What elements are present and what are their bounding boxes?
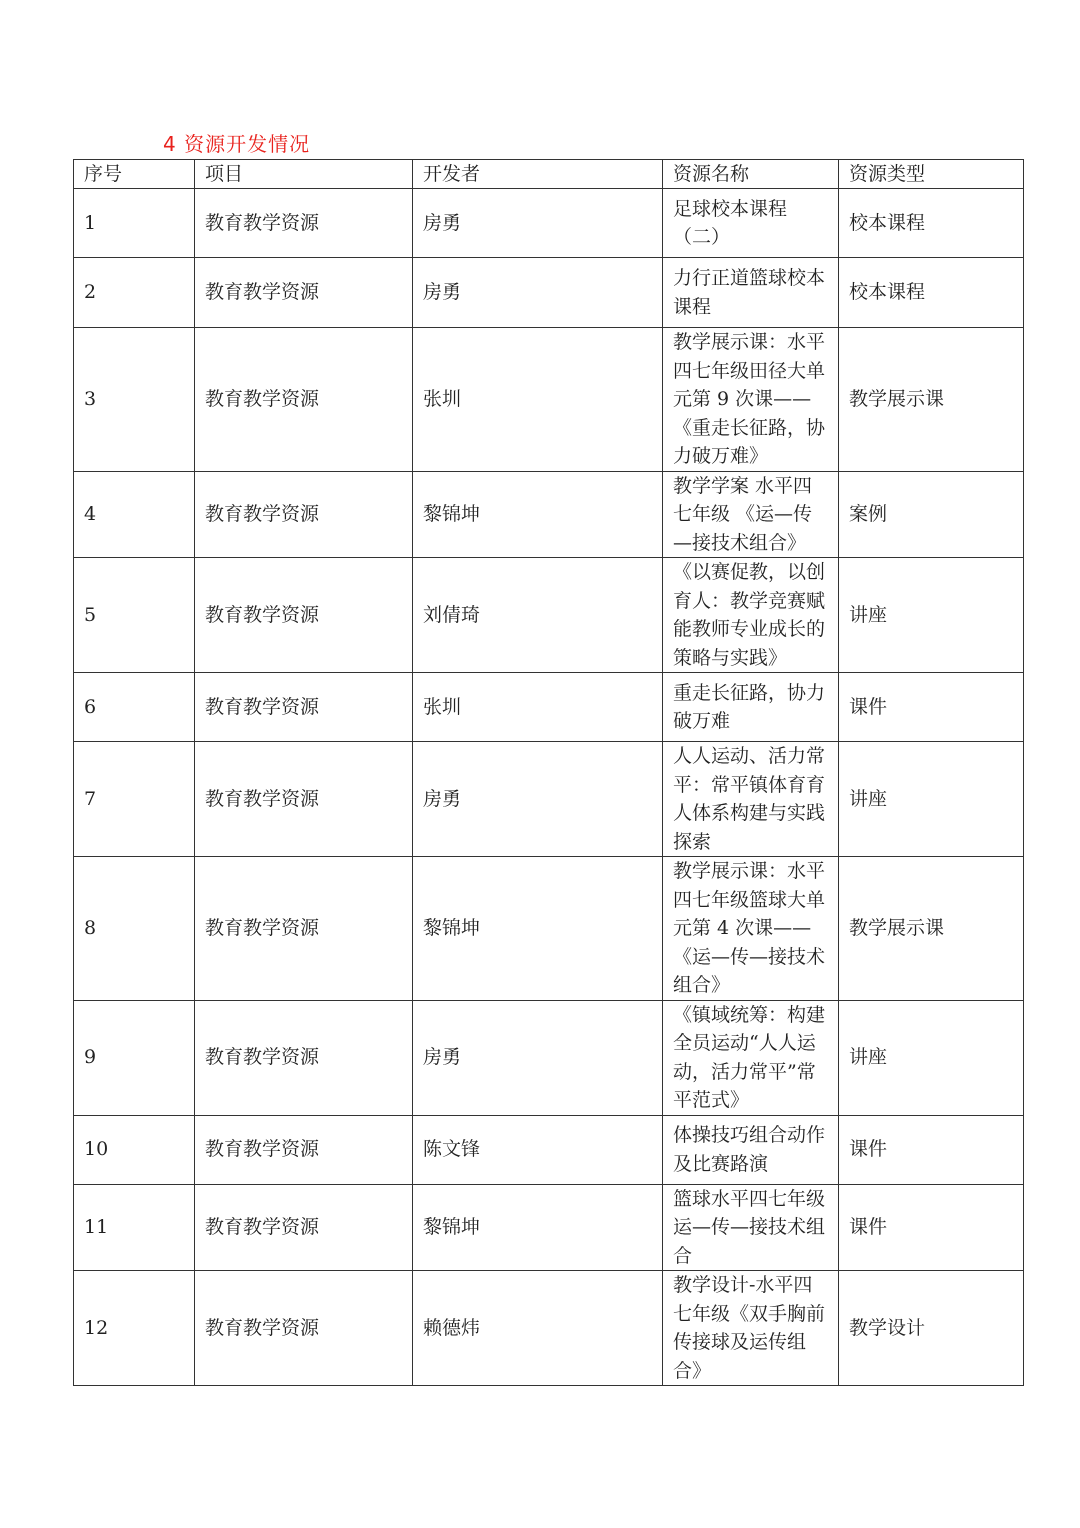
table-header-row bbox=[74, 160, 1024, 189]
cell-resource-type: 教学展示课 bbox=[839, 857, 1024, 1001]
table-row bbox=[74, 673, 1024, 742]
cell-resource-type: 校本课程 bbox=[839, 258, 1024, 328]
cell-resource-type: 讲座 bbox=[839, 742, 1024, 857]
table-row bbox=[74, 742, 1024, 857]
table-row bbox=[74, 857, 1024, 1001]
cell-project: 教育教学资源 bbox=[195, 1115, 413, 1184]
cell-project: 教育教学资源 bbox=[195, 1000, 413, 1115]
cell-resource-type: 案例 bbox=[839, 471, 1024, 558]
cell-resource-name: 教学设计-水平四七年级《双手胸前传接球及运传组合》 bbox=[663, 1271, 839, 1386]
cell-project: 教育教学资源 bbox=[195, 258, 413, 328]
header-no: 序号 bbox=[74, 160, 195, 189]
cell-resource-name: 教学学案 水平四七年级 《运—传—接技术组合》 bbox=[663, 471, 839, 558]
table-row bbox=[74, 1000, 1024, 1115]
cell-developer: 黎锦坤 bbox=[413, 857, 663, 1001]
table-row bbox=[74, 1115, 1024, 1184]
cell-no: 11 bbox=[74, 1184, 195, 1271]
cell-project: 教育教学资源 bbox=[195, 1184, 413, 1271]
cell-developer: 赖德炜 bbox=[413, 1271, 663, 1386]
cell-resource-type: 课件 bbox=[839, 673, 1024, 742]
table-row bbox=[74, 1184, 1024, 1271]
cell-resource-name: 力行正道篮球校本课程 bbox=[663, 258, 839, 328]
cell-no: 2 bbox=[74, 258, 195, 328]
cell-project: 教育教学资源 bbox=[195, 558, 413, 673]
cell-developer: 房勇 bbox=[413, 1000, 663, 1115]
cell-developer: 房勇 bbox=[413, 742, 663, 857]
table-row bbox=[74, 471, 1024, 558]
cell-no: 8 bbox=[74, 857, 195, 1001]
cell-resource-name: 重走长征路，协力破万难 bbox=[663, 673, 839, 742]
header-project: 项目 bbox=[195, 160, 413, 189]
table-row bbox=[74, 558, 1024, 673]
cell-resource-type: 教学展示课 bbox=[839, 328, 1024, 472]
cell-project: 教育教学资源 bbox=[195, 742, 413, 857]
cell-developer: 房勇 bbox=[413, 258, 663, 328]
cell-resource-type: 课件 bbox=[839, 1115, 1024, 1184]
cell-project: 教育教学资源 bbox=[195, 189, 413, 258]
section-title: 4 资源开发情况 bbox=[163, 132, 311, 156]
cell-no: 5 bbox=[74, 558, 195, 673]
cell-project: 教育教学资源 bbox=[195, 857, 413, 1001]
resource-table bbox=[73, 159, 1024, 1386]
cell-resource-type: 讲座 bbox=[839, 1000, 1024, 1115]
cell-project: 教育教学资源 bbox=[195, 471, 413, 558]
cell-resource-name: 《以赛促教，以创育人：教学竞赛赋能教师专业成长的策略与实践》 bbox=[663, 558, 839, 673]
cell-project: 教育教学资源 bbox=[195, 1271, 413, 1386]
cell-resource-name: 《镇域统筹：构建全员运动“人人运动，活力常平”常平范式》 bbox=[663, 1000, 839, 1115]
cell-resource-name: 教学展示课：水平四七年级田径大单元第 9 次课——《重走长征路，协力破万难》 bbox=[663, 328, 839, 472]
cell-resource-type: 课件 bbox=[839, 1184, 1024, 1271]
cell-developer: 黎锦坤 bbox=[413, 471, 663, 558]
cell-resource-type: 讲座 bbox=[839, 558, 1024, 673]
cell-no: 4 bbox=[74, 471, 195, 558]
table-row bbox=[74, 189, 1024, 258]
header-developer: 开发者 bbox=[413, 160, 663, 189]
cell-developer: 张圳 bbox=[413, 328, 663, 472]
cell-no: 3 bbox=[74, 328, 195, 472]
table-row bbox=[74, 258, 1024, 328]
cell-developer: 房勇 bbox=[413, 189, 663, 258]
cell-no: 9 bbox=[74, 1000, 195, 1115]
cell-resource-name: 篮球水平四七年级 运—传—接技术组合 bbox=[663, 1184, 839, 1271]
cell-no: 10 bbox=[74, 1115, 195, 1184]
table-row bbox=[74, 328, 1024, 472]
cell-no: 12 bbox=[74, 1271, 195, 1386]
table-row bbox=[74, 1271, 1024, 1386]
cell-resource-type: 教学设计 bbox=[839, 1271, 1024, 1386]
header-resource-name: 资源名称 bbox=[663, 160, 839, 189]
cell-developer: 刘倩琦 bbox=[413, 558, 663, 673]
header-resource-type: 资源类型 bbox=[839, 160, 1024, 189]
cell-resource-type: 校本课程 bbox=[839, 189, 1024, 258]
cell-resource-name: 教学展示课：水平四七年级篮球大单元第 4 次课——《运—传—接技术组合》 bbox=[663, 857, 839, 1001]
cell-no: 7 bbox=[74, 742, 195, 857]
cell-project: 教育教学资源 bbox=[195, 328, 413, 472]
cell-developer: 黎锦坤 bbox=[413, 1184, 663, 1271]
cell-resource-name: 人人运动、活力常平：常平镇体育育人体系构建与实践探索 bbox=[663, 742, 839, 857]
cell-resource-name: 体操技巧组合动作及比赛路演 bbox=[663, 1115, 839, 1184]
cell-no: 1 bbox=[74, 189, 195, 258]
cell-developer: 陈文锋 bbox=[413, 1115, 663, 1184]
cell-project: 教育教学资源 bbox=[195, 673, 413, 742]
cell-no: 6 bbox=[74, 673, 195, 742]
cell-resource-name: 足球校本课程（二） bbox=[663, 189, 839, 258]
cell-developer: 张圳 bbox=[413, 673, 663, 742]
